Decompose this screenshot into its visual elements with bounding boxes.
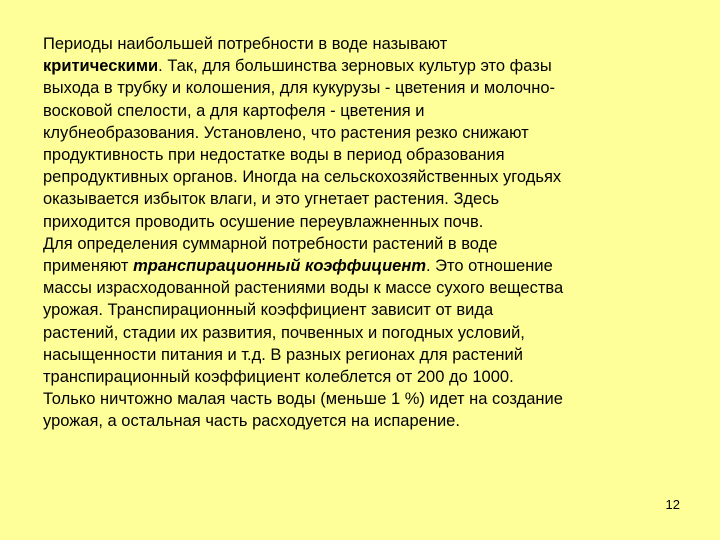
text-fragment: массы израсходованной растениями воды к массе сухого вещества <box>43 279 564 298</box>
text-line <box>43 122 693 144</box>
text-fragment: Периоды наибольшей потребности в воде называют <box>43 35 448 53</box>
text-fragment: урожая. Транспирационный коэффициент зависит от вида <box>43 301 494 320</box>
text-fragment: Только ничтожно малая часть воды (меньше 1 %) идет на создание <box>43 390 563 409</box>
text-fragment: выхода в трубку и колошения, для кукурузы - цветения и молочно- <box>43 79 556 98</box>
text-fragment: растений, стадии их развития, почвенных и погодных условий, <box>43 323 525 342</box>
text-line <box>43 344 693 366</box>
text-line <box>43 366 693 388</box>
text-fragment: приходится проводить осушение переувлажненных почв. <box>43 212 484 231</box>
term-critical: критическими <box>43 57 159 76</box>
text-line <box>43 55 693 77</box>
text-fragment: применяют <box>43 257 134 276</box>
text-line <box>43 410 693 432</box>
text-line <box>43 388 693 410</box>
text-line <box>43 277 693 299</box>
page-number: 12 <box>665 497 680 512</box>
text-line <box>43 255 693 277</box>
text-line <box>43 188 693 210</box>
slide-body-text <box>43 33 693 433</box>
text-fragment: продуктивность при недостатке воды в период образования <box>43 146 505 165</box>
text-fragment: репродуктивных органов. Иногда на сельскохозяйственных угодьях <box>43 168 562 187</box>
text-fragment: оказывается избыток влаги, и это угнетает растения. Здесь <box>43 190 500 209</box>
text-fragment: восковой спелости, а для картофеля - цветения и <box>43 101 425 120</box>
text-line <box>43 299 693 321</box>
text-line <box>43 322 693 344</box>
text-line <box>43 77 693 99</box>
text-line <box>43 166 693 188</box>
text-fragment: клубнеобразования. Установлено, что растения резко снижают <box>43 123 529 142</box>
text-fragment: насыщенности питания и т.д. В разных регионах для растений <box>43 345 523 364</box>
text-fragment: . Так, для большинства зерновых культур это фазы <box>158 57 552 76</box>
text-line <box>43 144 693 166</box>
text-line <box>43 100 693 122</box>
text-line <box>43 33 693 55</box>
text-fragment: транспирационный коэффициент колеблется от 200 до 1000. <box>43 368 514 387</box>
text-line <box>43 211 693 233</box>
text-line <box>43 233 693 255</box>
text-fragment: . Это отношение <box>426 257 553 276</box>
text-fragment: Для определения суммарной потребности растений в воде <box>43 234 498 253</box>
text-fragment: урожая, а остальная часть расходуется на испарение. <box>43 412 460 431</box>
term-transpiration-coefficient: транспирационный коэффициент <box>133 257 426 276</box>
